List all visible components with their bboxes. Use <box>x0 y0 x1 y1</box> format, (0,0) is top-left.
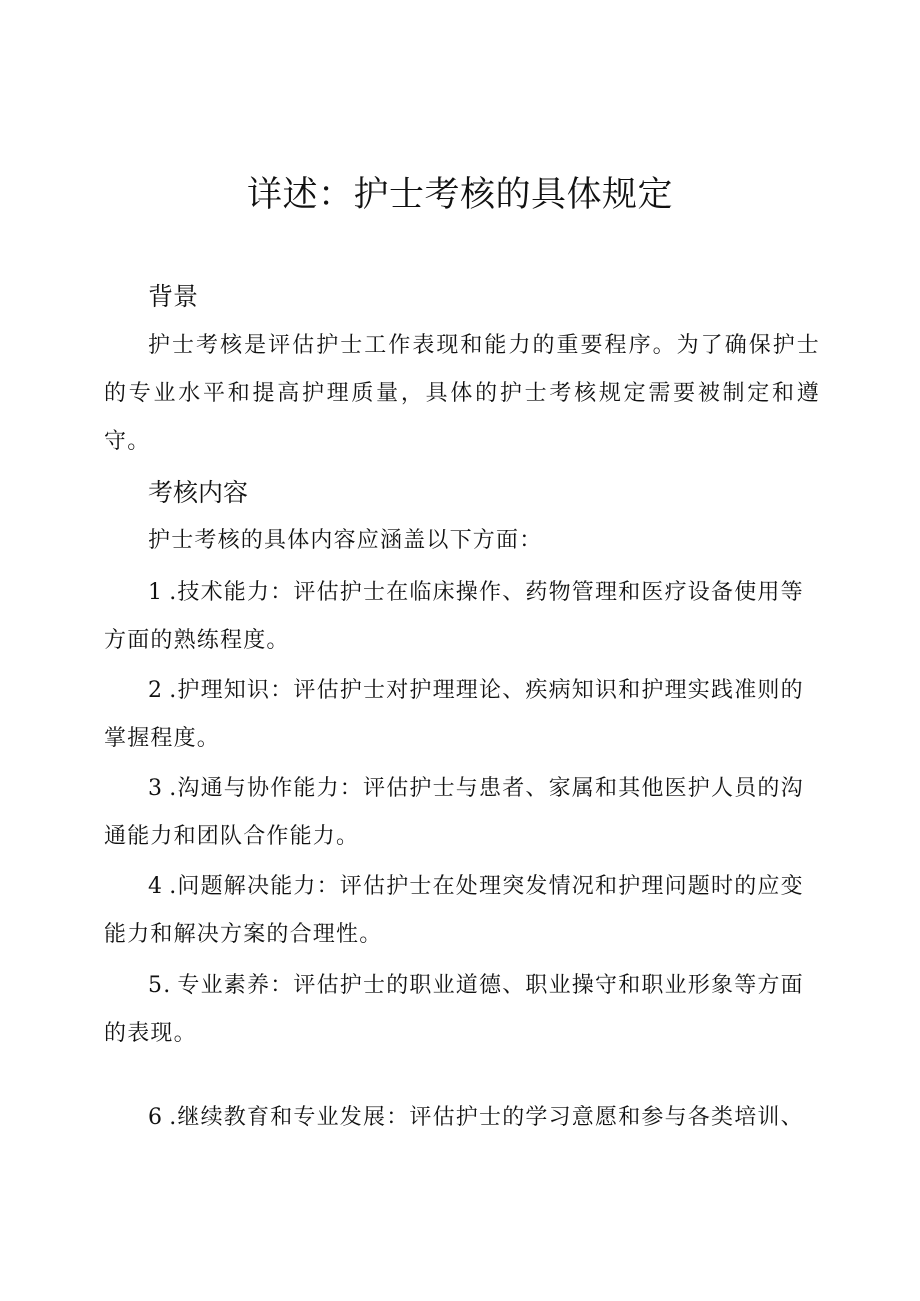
list-item-text: .沟通与协作能力：评估护士与患者、家属和其他医护人员的沟通能力和团队合作能力。 <box>104 776 804 849</box>
list-item-number: 1 <box>148 580 164 605</box>
list-item-number: 5. <box>148 973 172 998</box>
list-item <box>104 765 820 861</box>
list-item-number: 2 <box>148 678 164 703</box>
list-item-text: .问题解决能力：评估护士在处理突发情况和护理问题时的应变能力和解决方案的合理性。 <box>104 874 804 947</box>
list-item <box>104 667 820 763</box>
list-item <box>104 1094 820 1142</box>
section-heading-background: 背景 <box>148 282 199 311</box>
list-item-text: .技术能力：评估护士在临床操作、药物管理和医疗设备使用等方面的熟练程度。 <box>104 580 804 653</box>
list-item-number: 3 <box>148 776 164 801</box>
list-item-number: 4 <box>148 874 164 899</box>
document-title: 详述：护士考核的具体规定 <box>246 175 673 215</box>
background-paragraph: 护士考核是评估护士工作表现和能力的重要程序。为了确保护士的专业水平和提高护理质量，具体的护士考核规定需要被制定和遵守。 <box>104 333 820 454</box>
content-intro: 护士考核的具体内容应涵盖以下方面： <box>148 528 543 553</box>
list-item-text: 专业素养：评估护士的职业道德、职业操守和职业形象等方面的表现。 <box>104 973 804 1046</box>
list-item <box>104 569 820 665</box>
list-item <box>104 863 820 959</box>
list-item-text: .继续教育和专业发展：评估护士的学习意愿和参与各类培训、 <box>169 1105 804 1130</box>
list-item <box>104 962 820 1058</box>
list-item-number: 6 <box>148 1105 164 1130</box>
list-item-text: .护理知识：评估护士对护理理论、疾病知识和护理实践准则的掌握程度。 <box>104 678 804 751</box>
section-heading-content: 考核内容 <box>148 478 249 507</box>
